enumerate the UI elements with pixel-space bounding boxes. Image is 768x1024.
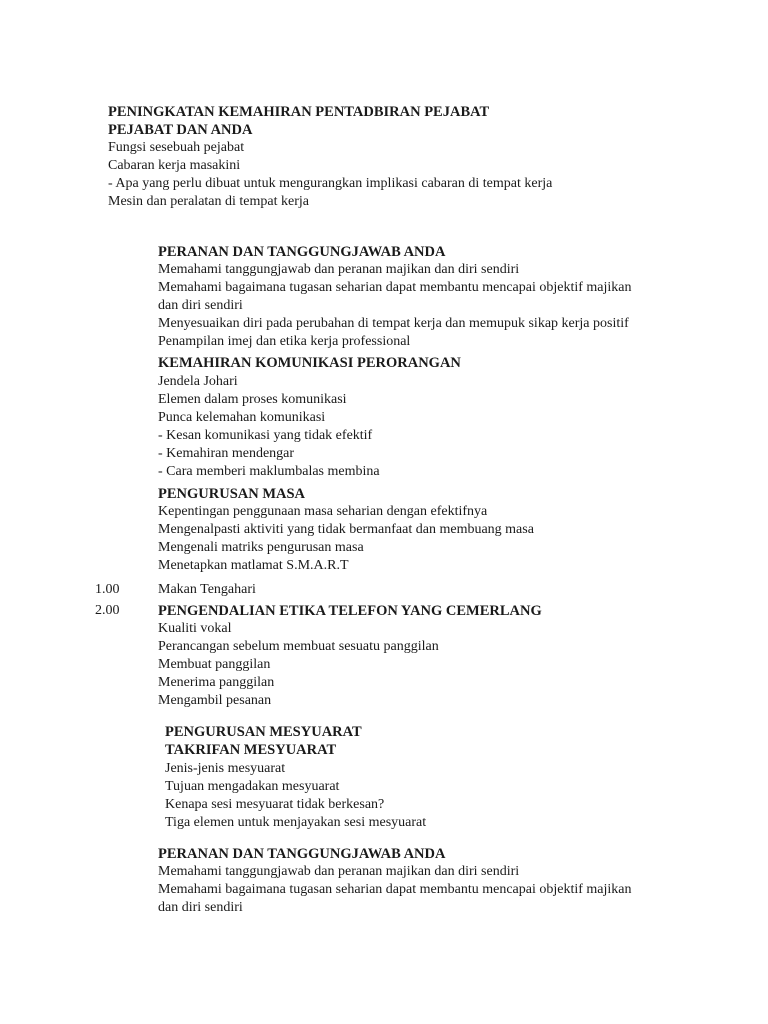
list-item: Fungsi sesebuah pejabat [108,140,245,155]
list-item: Jendela Johari [158,374,238,389]
list-item: - Apa yang perlu dibuat untuk mengurangkan implikasi cabaran di tempat kerja [108,176,553,191]
heading-takrifan-mesyuarat: TAKRIFAN MESYUARAT [165,742,337,758]
list-item: Elemen dalam proses komunikasi [158,392,347,407]
list-item: Menetapkan matlamat S.M.A.R.T [158,558,349,573]
list-item: Mesin dan peralatan di tempat kerja [108,194,309,209]
list-item: Jenis-jenis mesyuarat [165,761,286,776]
lunch-label: Makan Tengahari [158,582,256,597]
list-item: Tiga elemen untuk menjayakan sesi mesyuarat [165,815,427,830]
heading-pengurusan-masa: PENGURUSAN MASA [158,486,306,502]
list-item: Mengenalpasti aktiviti yang tidak bermanfaat dan membuang masa [158,522,534,537]
list-item: Punca kelemahan komunikasi [158,410,326,425]
list-item: Perancangan sebelum membuat sesuatu panggilan [158,639,439,654]
time-label: 1.00 [95,582,120,597]
list-item: dan diri sendiri [158,298,243,313]
list-item: Memahami tanggungjawab dan peranan majikan dan diri sendiri [158,262,520,277]
list-item: - Kesan komunikasi yang tidak efektif [158,428,373,443]
time-label: 2.00 [95,603,120,618]
list-item: Memahami bagaimana tugasan seharian dapat membantu mencapai objektif majikan [158,882,632,897]
list-item: Kualiti vokal [158,621,232,636]
list-item: Membuat panggilan [158,657,271,672]
heading-peranan: PERANAN DAN TANGGUNGJAWAB ANDA [158,846,446,862]
list-item: - Cara memberi maklumbalas membina [158,464,380,479]
list-item: Memahami bagaimana tugasan seharian dapat membantu mencapai objektif majikan [158,280,632,295]
list-item: Kenapa sesi mesyuarat tidak berkesan? [165,797,385,812]
heading-pengurusan-mesyuarat: PENGURUSAN MESYUARAT [165,724,362,740]
heading-telefon: PENGENDALIAN ETIKA TELEFON YANG CEMERLANG [158,603,542,619]
list-item: - Kemahiran mendengar [158,446,295,461]
heading-peningkatan: PENINGKATAN KEMAHIRAN PENTADBIRAN PEJABAT [108,104,490,120]
list-item: Penampilan imej dan etika kerja professional [158,334,411,349]
list-item: Mengenali matriks pengurusan masa [158,540,364,555]
list-item: Menerima panggilan [158,675,275,690]
list-item: dan diri sendiri [158,900,243,915]
list-item: Menyesuaikan diri pada perubahan di tempat kerja dan memupuk sikap kerja positif [158,316,629,331]
heading-komunikasi: KEMAHIRAN KOMUNIKASI PERORANGAN [158,355,461,371]
list-item: Mengambil pesanan [158,693,272,708]
list-item: Tujuan mengadakan mesyuarat [165,779,340,794]
heading-pejabat-dan-anda: PEJABAT DAN ANDA [108,122,253,138]
list-item: Cabaran kerja masakini [108,158,241,173]
list-item: Memahami tanggungjawab dan peranan majikan dan diri sendiri [158,864,520,879]
list-item: Kepentingan penggunaan masa seharian dengan efektifnya [158,504,488,519]
heading-peranan: PERANAN DAN TANGGUNGJAWAB ANDA [158,244,446,260]
